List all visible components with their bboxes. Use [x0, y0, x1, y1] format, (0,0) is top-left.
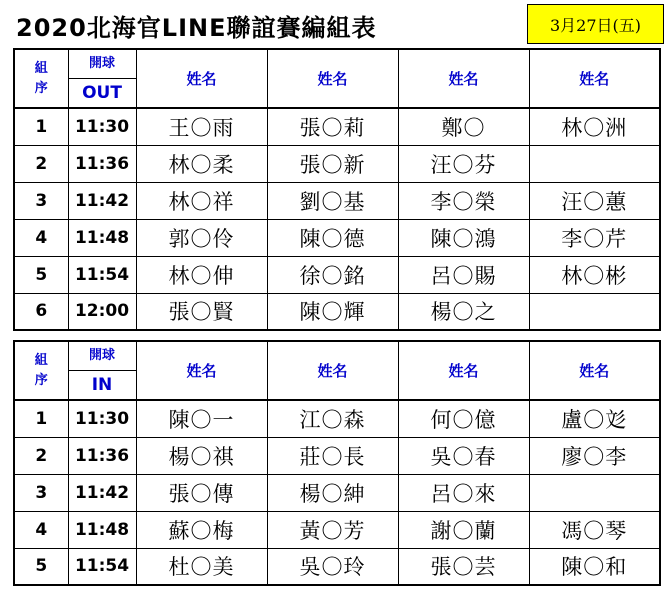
player-name	[529, 293, 660, 330]
group-number: 1	[14, 400, 68, 437]
player-name: 杜〇美	[136, 548, 267, 585]
player-name: 莊〇長	[267, 437, 398, 474]
tee-time: 11:30	[68, 400, 136, 437]
player-name: 謝〇蘭	[398, 511, 529, 548]
player-name: 林〇伸	[136, 256, 267, 293]
header-tee	[68, 49, 136, 108]
player-name: 陳〇和	[529, 548, 660, 585]
group-row	[14, 256, 660, 293]
player-name: 林〇彬	[529, 256, 660, 293]
group-row	[14, 108, 660, 145]
header-seq-line1: 組	[34, 352, 48, 368]
player-name: 林〇祥	[136, 182, 267, 219]
group-number: 4	[14, 219, 68, 256]
header-row	[14, 341, 660, 400]
tee-time: 11:36	[68, 145, 136, 182]
header-name: 姓名	[267, 49, 398, 108]
header-name: 姓名	[398, 341, 529, 400]
tee-time: 12:00	[68, 293, 136, 330]
group-row	[14, 437, 660, 474]
tee-time: 11:54	[68, 256, 136, 293]
player-name: 陳〇輝	[267, 293, 398, 330]
group-row	[14, 293, 660, 330]
header-name: 姓名	[529, 49, 660, 108]
player-name: 汪〇蕙	[529, 182, 660, 219]
tee-time: 11:48	[68, 219, 136, 256]
header-seq	[14, 341, 68, 400]
player-name: 陳〇德	[267, 219, 398, 256]
header-row	[14, 49, 660, 108]
group-number: 2	[14, 437, 68, 474]
header-tee	[68, 341, 136, 400]
pairing-table-in	[13, 340, 661, 586]
player-name: 郭〇伶	[136, 219, 267, 256]
player-name: 林〇柔	[136, 145, 267, 182]
player-name: 王〇雨	[136, 108, 267, 145]
player-name: 張〇新	[267, 145, 398, 182]
tee-time: 11:36	[68, 437, 136, 474]
player-name: 馮〇琴	[529, 511, 660, 548]
group-row	[14, 548, 660, 585]
player-name: 陳〇一	[136, 400, 267, 437]
player-name	[529, 474, 660, 511]
player-name: 廖〇李	[529, 437, 660, 474]
player-name: 李〇榮	[398, 182, 529, 219]
header-seq-line1: 組	[34, 60, 48, 76]
header-name: 姓名	[267, 341, 398, 400]
group-number: 2	[14, 145, 68, 182]
group-number: 3	[14, 182, 68, 219]
player-name: 何〇億	[398, 400, 529, 437]
player-name: 陳〇鴻	[398, 219, 529, 256]
header-name: 姓名	[136, 49, 267, 108]
tee-time: 11:48	[68, 511, 136, 548]
tee-time: 11:30	[68, 108, 136, 145]
header-tee-label: 開球	[69, 50, 136, 79]
group-number: 1	[14, 108, 68, 145]
player-name: 吳〇玲	[267, 548, 398, 585]
player-name: 李〇芹	[529, 219, 660, 256]
group-number: 6	[14, 293, 68, 330]
group-number: 3	[14, 474, 68, 511]
header-name: 姓名	[398, 49, 529, 108]
player-name	[529, 145, 660, 182]
date-badge: 3月27日(五)	[527, 4, 664, 44]
player-name: 汪〇芬	[398, 145, 529, 182]
player-name: 林〇洲	[529, 108, 660, 145]
header-side-label: IN	[91, 375, 113, 395]
tee-time: 11:54	[68, 548, 136, 585]
player-name: 張〇傳	[136, 474, 267, 511]
header-name: 姓名	[529, 341, 660, 400]
tee-time: 11:42	[68, 474, 136, 511]
group-row	[14, 400, 660, 437]
player-name: 呂〇來	[398, 474, 529, 511]
group-row	[14, 182, 660, 219]
player-name: 蘇〇梅	[136, 511, 267, 548]
player-name: 楊〇紳	[267, 474, 398, 511]
group-row	[14, 511, 660, 548]
player-name: 楊〇祺	[136, 437, 267, 474]
group-number: 5	[14, 256, 68, 293]
player-name: 張〇芸	[398, 548, 529, 585]
group-row	[14, 474, 660, 511]
player-name: 楊〇之	[398, 293, 529, 330]
header-side-label: OUT	[82, 83, 122, 103]
group-row	[14, 219, 660, 256]
player-name: 黃〇芳	[267, 511, 398, 548]
pairing-table-out	[13, 48, 661, 331]
player-name: 張〇賢	[136, 293, 267, 330]
header-seq	[14, 49, 68, 108]
header-tee-label: 開球	[69, 342, 136, 371]
player-name: 呂〇賜	[398, 256, 529, 293]
group-row	[14, 145, 660, 182]
player-name: 劉〇基	[267, 182, 398, 219]
player-name: 盧〇彣	[529, 400, 660, 437]
player-name: 徐〇銘	[267, 256, 398, 293]
group-number: 5	[14, 548, 68, 585]
group-number: 4	[14, 511, 68, 548]
player-name: 張〇莉	[267, 108, 398, 145]
header-seq-line2: 序	[34, 372, 48, 388]
header-seq-line2: 序	[34, 80, 48, 96]
player-name: 江〇森	[267, 400, 398, 437]
player-name: 鄭〇	[398, 108, 529, 145]
player-name: 吳〇春	[398, 437, 529, 474]
header-name: 姓名	[136, 341, 267, 400]
page-title: 2020北海官LINE聯誼賽編組表	[16, 14, 377, 42]
tee-time: 11:42	[68, 182, 136, 219]
